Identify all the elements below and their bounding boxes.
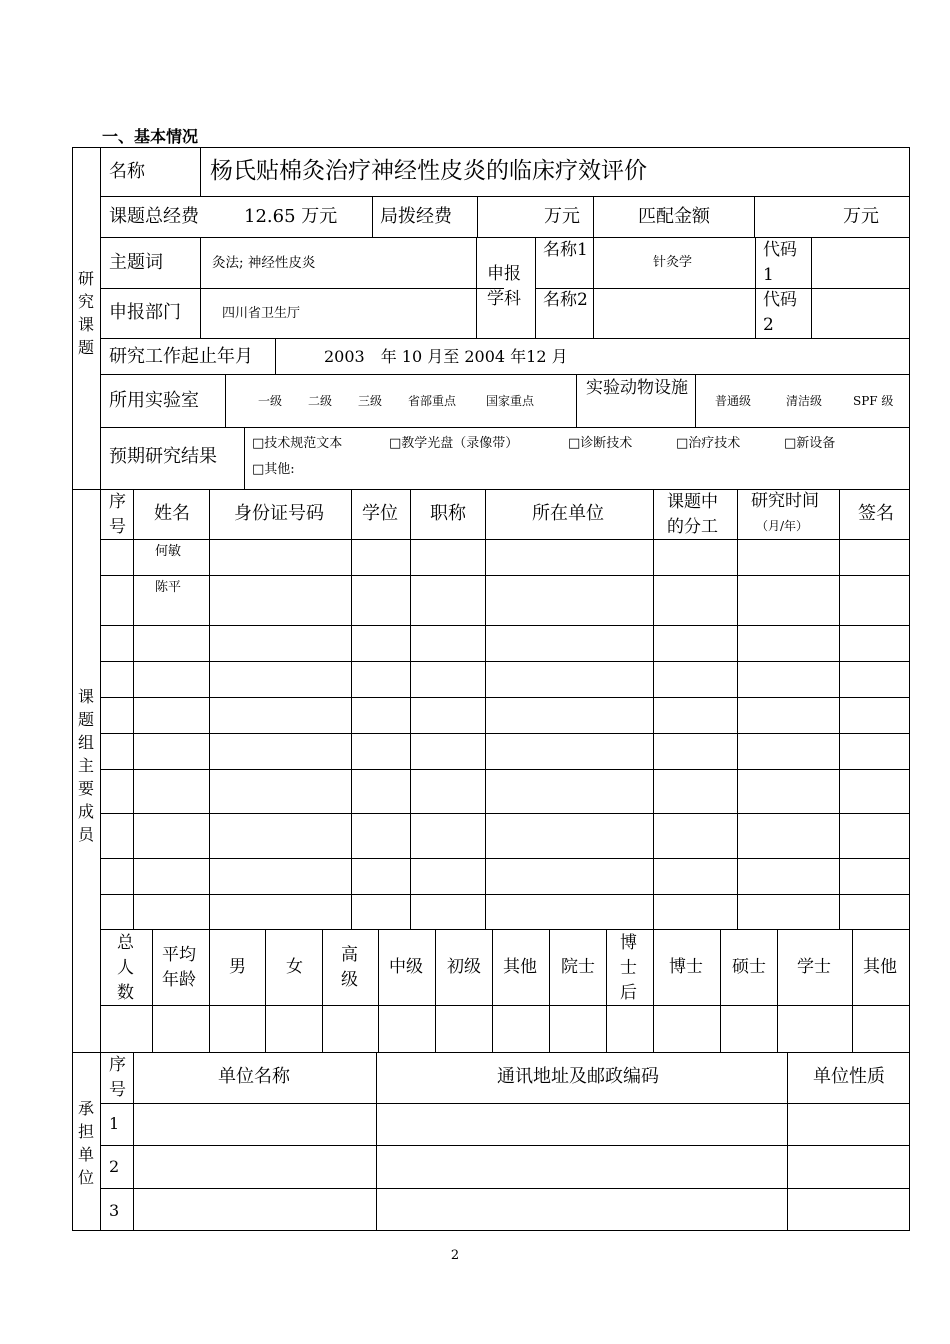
members-side-label: 课题组主要成员	[77, 687, 94, 844]
member-seq-header: 序号	[109, 492, 126, 537]
stats-header: 高级	[341, 945, 358, 990]
member-role-header: 课题中的分工	[667, 492, 718, 537]
stats-header: 其他	[863, 957, 897, 977]
stats-header: 初级	[447, 957, 481, 977]
member-name-header: 姓名	[154, 503, 190, 524]
result-option[interactable]: □教学光盘（录像带）	[389, 436, 519, 451]
period-value: 2003 年 10 月至 2004 年12 月	[324, 347, 568, 366]
research-side-label: 研究课题	[77, 269, 94, 357]
animal-option[interactable]: 清洁级	[786, 394, 823, 408]
total-fund-label: 课题总经费	[109, 206, 199, 227]
bureau-fund-label: 局拨经费	[380, 206, 452, 227]
animal-option[interactable]: SPF 级	[853, 394, 894, 408]
name1-label: 名称1	[543, 240, 588, 260]
keywords-value: 灸法; 神经性皮炎	[212, 255, 316, 271]
match-fund-label: 匹配金额	[638, 206, 710, 227]
unit-name-header: 单位名称	[218, 1066, 290, 1087]
match-fund-unit: 万元	[843, 206, 879, 227]
discipline-label: 申报学科	[487, 264, 521, 309]
unit-seq-header: 序号	[109, 1055, 126, 1100]
stats-header: 学士	[797, 957, 831, 977]
member-unit-header: 所在单位	[532, 503, 604, 524]
animal-option[interactable]: 普通级	[715, 394, 752, 408]
member-time-unit: （月/年）	[756, 519, 809, 533]
page-number: 2	[450, 1248, 460, 1263]
lab-label: 所用实验室	[109, 390, 199, 411]
member-id-header: 身份证号码	[234, 503, 324, 524]
unit-row-number: 3	[109, 1201, 120, 1220]
name-label: 名称	[109, 161, 145, 182]
project-title: 杨氏贴棉灸治疗神经性皮炎的临床疗效评价	[210, 158, 647, 184]
stats-header: 其他	[503, 957, 537, 977]
dept-value: 四川省卫生厅	[222, 306, 301, 321]
member-name-cell: 陈平	[155, 580, 182, 595]
stats-header: 中级	[389, 957, 423, 977]
unit-address-header: 通讯地址及邮政编码	[497, 1066, 659, 1087]
code1-label: 代码1	[763, 240, 797, 285]
unit-row-number: 1	[109, 1114, 120, 1133]
result-option[interactable]: □诊断技术	[568, 436, 633, 451]
results-label: 预期研究结果	[109, 446, 217, 467]
member-title-header: 职称	[430, 503, 466, 524]
name2-label: 名称2	[543, 290, 588, 310]
unit-nature-header: 单位性质	[813, 1066, 885, 1087]
stats-header: 硕士	[732, 957, 766, 977]
keywords-label: 主题词	[109, 252, 163, 273]
dept-label: 申报部门	[109, 302, 181, 323]
lab-option[interactable]: 三级	[358, 394, 383, 408]
result-option[interactable]: □新设备	[784, 436, 836, 451]
units-side-label: 承担单位	[77, 1099, 94, 1187]
total-fund-value: 12.65 万元	[244, 206, 338, 227]
lab-option[interactable]: 二级	[308, 394, 333, 408]
lab-option[interactable]: 一级	[258, 394, 283, 408]
animal-label: 实验动物设施	[586, 378, 688, 398]
member-time-header: 研究时间	[751, 491, 819, 511]
lab-option[interactable]: 国家重点	[486, 394, 535, 408]
member-sign-header: 签名	[858, 503, 894, 524]
stats-header: 总人数	[117, 933, 134, 1003]
lab-option[interactable]: 省部重点	[408, 394, 457, 408]
name1-value: 针灸学	[653, 255, 693, 270]
stats-header: 博士	[669, 957, 703, 977]
stats-header: 平均年龄	[162, 945, 196, 990]
unit-row-number: 2	[109, 1157, 120, 1176]
stats-header: 男	[229, 957, 246, 977]
stats-header: 女	[286, 957, 303, 977]
stats-header: 博士后	[620, 933, 637, 1003]
member-name-cell: 何敏	[155, 544, 182, 559]
section-heading: 一、基本情况	[102, 127, 199, 146]
result-option[interactable]: □治疗技术	[676, 436, 741, 451]
member-degree-header: 学位	[362, 503, 398, 524]
code2-label: 代码2	[763, 290, 797, 335]
result-option[interactable]: □技术规范文本	[252, 436, 343, 451]
basic-info-form	[72, 147, 910, 1231]
bureau-fund-unit: 万元	[544, 206, 580, 227]
result-option[interactable]: □其他:	[252, 462, 295, 477]
period-label: 研究工作起止年月	[109, 346, 253, 367]
stats-header: 院士	[561, 957, 595, 977]
